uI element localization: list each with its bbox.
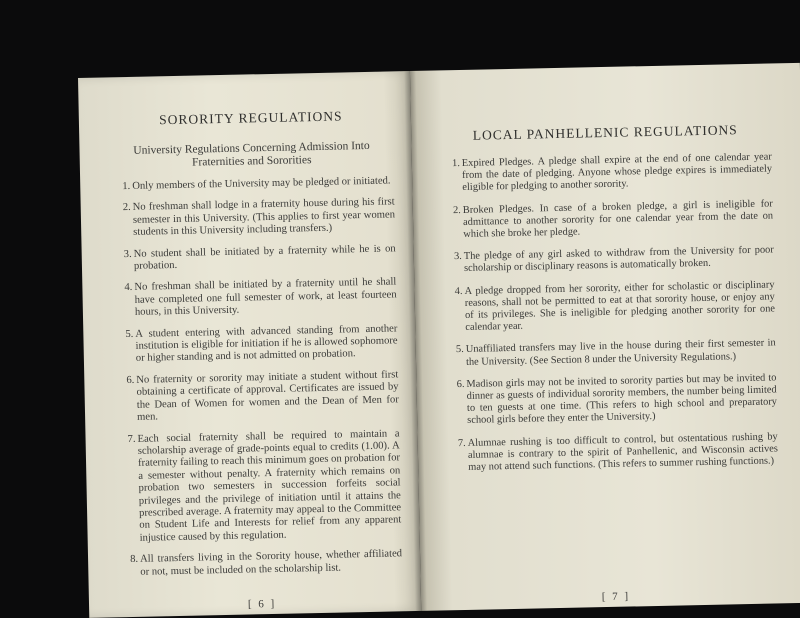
- list-item: [111, 197, 396, 240]
- item-number: 2 .: [111, 202, 131, 215]
- list-item: [442, 245, 774, 276]
- left-page-subtitle: University Regulations Concerning Admission Into Fraternities and Sororities: [133, 139, 370, 169]
- list-item: [112, 243, 396, 274]
- item-text: Broken Pledges. In case of a broken pledge, a girl is ineligible for admittance to another sorority for one calendar year from the date on which she broke her pledge.: [462, 198, 774, 240]
- item-text: A pledge dropped from her sorority, either for scholastic or disciplinary reasons, shall not be permitted to eat at that sorority house, or enjoy any of its privileges. She is ineligible for pledging another sorority for one calendar year.: [464, 279, 776, 334]
- left-page: [78, 71, 421, 618]
- item-number: 6 .: [114, 375, 134, 388]
- list-item: [444, 372, 777, 428]
- item-number: 3 .: [112, 249, 132, 262]
- item-text: Only members of the University may be pledged or initiated.: [132, 175, 391, 192]
- item-text: All transfers living in the Sorority house, whether affiliated or not, must be included on the scholarship list.: [139, 548, 403, 578]
- item-number: 6 .: [444, 379, 464, 392]
- university-regulations-list: [110, 175, 402, 579]
- item-text: Expired Pledges. A pledge shall expire at the end of one calendar year from the date of pledging. Anyone whose pledge expires is immediately eligible for pledging to another sorority.: [461, 151, 773, 194]
- list-item: [112, 277, 397, 320]
- list-item: [110, 175, 394, 193]
- list-item: [113, 323, 398, 366]
- item-number: 2 .: [441, 205, 461, 218]
- list-item: [115, 428, 401, 546]
- page-number: [ 6 ]: [247, 597, 277, 611]
- item-text: Madison girls may not be invited to sorority parties but may be invited to dinner as guests of individual sorority members, the number being limited to ten guests at one time. (This refers to high school and preparatory school girls before they enter the University.): [466, 372, 778, 427]
- item-text: No freshman shall be initiated by a fraternity until he shall have completed one full semester of work, at least fourteen hours, in this University.: [134, 276, 397, 319]
- item-text: The pledge of any girl asked to withdraw from the University for poor scholarship or disciplinary reasons is automatically broken.: [463, 244, 774, 275]
- list-item: [446, 431, 779, 475]
- item-text: No fraternity or sorority may initiate a student without first obtaining a certificate of approval. Certificates are issued by the Dean of Women for women and the Dean of Men for men.: [136, 369, 399, 423]
- panhellenic-regulations-list: [440, 151, 779, 474]
- item-number: 7 .: [446, 438, 466, 451]
- list-item: [442, 279, 775, 335]
- item-number: 3 .: [442, 251, 462, 264]
- item-text: Unaffiliated transfers may live in the house during their first semester in the University. (See Section 8 under the University Regulations.): [465, 337, 776, 368]
- item-text: Each social fraternity shall be required to maintain a scholarship average of grade-points equal to credits (1.00). A fraternity failing to reach this minimum goes on probation for a semester without penalty. A fraternity which remains on probation two semesters in succession forfeits social privileges and the privilege of initiation until it attains the prescribed average. A fraternity may appeal to the Committee on Student Life and Interests for relief from any apparent injustice caused by this regulation.: [137, 427, 402, 544]
- item-number: 7 .: [115, 433, 135, 446]
- open-booklet: [78, 63, 800, 618]
- right-page: [410, 63, 800, 611]
- item-number: 4 .: [112, 282, 132, 295]
- item-number: 1 .: [440, 158, 460, 171]
- item-text: A student entering with advanced standing from another institution is eligible for initiation if he is allowed sophomore or higher standing and is not admitted on probation.: [135, 323, 398, 365]
- list-item: [440, 151, 773, 195]
- item-number: 4 .: [442, 286, 462, 299]
- list-item: [114, 369, 399, 425]
- item-number: 5 .: [444, 344, 464, 357]
- item-text: Alumnae rushing is too difficult to control, but ostentatious rushing by alumnae is contrary to the spirit of Panhellenic, and Wisconsin actives may not attend such functions. (This refers to summer rushing functions.): [467, 431, 779, 473]
- item-text: No freshman shall lodge in a fraternity house during his first semester in this University. (This applies to first year women students in this University including transfers.): [132, 196, 396, 239]
- page-number: [ 7 ]: [601, 590, 631, 604]
- right-page-title: LOCAL PANHELLENIC REGULATIONS: [472, 122, 738, 143]
- item-number: 8 .: [118, 554, 138, 567]
- item-number: 1 .: [110, 181, 130, 194]
- item-number: 5 .: [113, 329, 133, 342]
- list-item: [441, 198, 774, 242]
- item-text: No student shall be initiated by a fraternity while he is on probation.: [133, 243, 396, 272]
- list-item: [444, 338, 776, 369]
- list-item: [118, 548, 402, 579]
- left-page-title: SORORITY REGULATIONS: [159, 108, 343, 128]
